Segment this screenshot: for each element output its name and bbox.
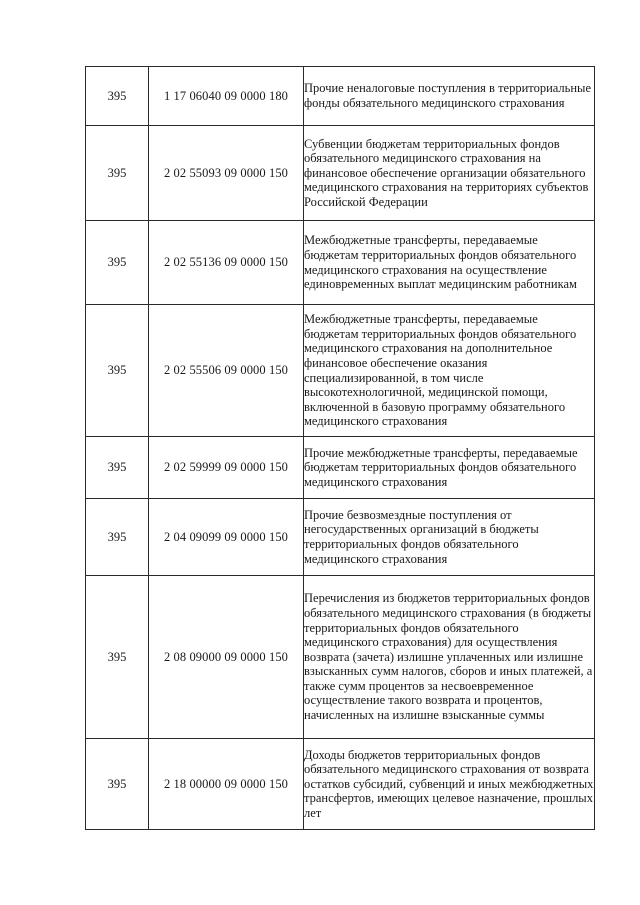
admin-code-cell: 395 [86, 126, 149, 221]
revenue-name-cell: Прочие неналоговые поступления в территориальные фонды обязательного медицинского страхования [304, 67, 595, 126]
admin-code-cell: 395 [86, 739, 149, 830]
revenue-name-cell: Межбюджетные трансферты, передаваемые бюджетам территориальных фондов обязательного медицинского страхования на дополнительное финансовое обеспечение оказания специализированной, в том числе высокотехнологичной, медицинской помощи, включенной в базовую программу обязательного медицинского страхования [304, 305, 595, 437]
budget-code-cell: 2 02 55136 09 0000 150 [149, 221, 304, 305]
admin-code-cell: 395 [86, 499, 149, 576]
admin-code-cell: 395 [86, 437, 149, 499]
budget-code-cell: 2 02 55506 09 0000 150 [149, 305, 304, 437]
revenue-name-cell: Перечисления из бюджетов территориальных фондов обязательного медицинского страхования (в бюджеты территориальных фондов обязательного медицинского страхования) для осуществления возврата (зачета) излишне уплаченных или излишне взысканных сумм налогов, сборов и иных платежей, а также сумм процентов за несвоевременное осуществление такого возврата и процентов, начисленных на излишне взысканные суммы [304, 576, 595, 739]
table-row [86, 437, 595, 499]
budget-code-cell: 2 08 09000 09 0000 150 [149, 576, 304, 739]
revenue-classification-table [85, 66, 595, 830]
admin-code-cell: 395 [86, 305, 149, 437]
revenue-name-cell: Прочие межбюджетные трансферты, передаваемые бюджетам территориальных фондов обязательного медицинского страхования [304, 437, 595, 499]
table-row [86, 67, 595, 126]
admin-code-cell: 395 [86, 576, 149, 739]
admin-code-cell: 395 [86, 221, 149, 305]
revenue-name-cell: Прочие безвозмездные поступления от негосударственных организаций в бюджеты территориальных фондов обязательного медицинского страхования [304, 499, 595, 576]
table-row [86, 576, 595, 739]
table-row [86, 499, 595, 576]
table-row [86, 221, 595, 305]
table-row [86, 126, 595, 221]
table-row [86, 739, 595, 830]
revenue-name-cell: Субвенции бюджетам территориальных фондов обязательного медицинского страхования на финансовое обеспечение организации обязательного медицинского страхования на территориях субъектов Российской Федерации [304, 126, 595, 221]
budget-code-cell: 2 04 09099 09 0000 150 [149, 499, 304, 576]
revenue-name-cell: Доходы бюджетов территориальных фондов обязательного медицинского страхования от возврата остатков субсидий, субвенций и иных межбюджетных трансфертов, имеющих целевое назначение, прошлых лет [304, 739, 595, 830]
budget-code-cell: 1 17 06040 09 0000 180 [149, 67, 304, 126]
budget-code-cell: 2 02 55093 09 0000 150 [149, 126, 304, 221]
budget-code-cell: 2 02 59999 09 0000 150 [149, 437, 304, 499]
budget-code-cell: 2 18 00000 09 0000 150 [149, 739, 304, 830]
table-row [86, 305, 595, 437]
revenue-name-cell: Межбюджетные трансферты, передаваемые бюджетам территориальных фондов обязательного медицинского страхования на осуществление единовременных выплат медицинским работникам [304, 221, 595, 305]
admin-code-cell: 395 [86, 67, 149, 126]
